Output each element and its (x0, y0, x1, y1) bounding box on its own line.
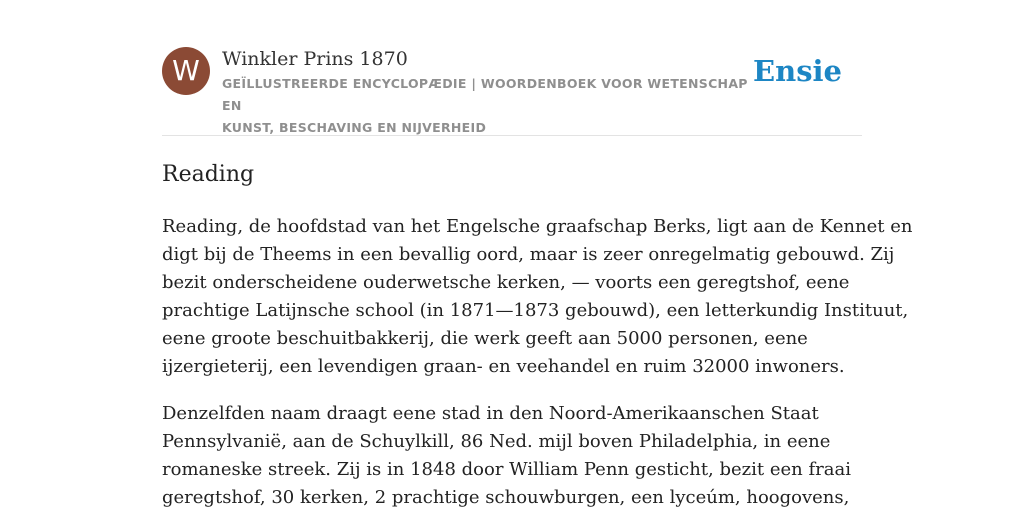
article-paragraph-1 (162, 213, 913, 381)
source-title[interactable]: Winkler Prins 1870 (222, 48, 408, 70)
paragraph-line: geregtshof, 30 kerken, 2 prachtige schouwburgen, een lyceúm, hoogovens, (162, 487, 850, 508)
paragraph-line: Pennsylvanië, aan de Schuylkill, 86 Ned. mijl boven Philadelphia, in eene (162, 431, 831, 452)
source-subtitle-line: KUNST, BESCHAVING EN NIJVERHEID (222, 120, 487, 135)
source-subtitle-line: GEÏLLUSTREERDE ENCYCLOPÆDIE | WOORDENBOEK VOOR WETENSCHAP EN (222, 76, 748, 113)
paragraph-line: Denzelfden naam draagt eene stad in den Noord-Amerikaanschen Staat (162, 403, 819, 424)
paragraph-line: bezit onderscheidene ouderwetsche kerken, — voorts een geregtshof, eene (162, 272, 850, 293)
article-title: Reading (162, 162, 255, 187)
paragraph-line: prachtige Latijnsche school (in 1871—1873 gebouwd), een letterkundig Instituut, (162, 300, 909, 321)
ensie-logo-link[interactable]: Ensie (753, 54, 842, 88)
paragraph-line: romaneske streek. Zij is in 1848 door William Penn gesticht, bezit een fraai (162, 459, 851, 480)
source-header (162, 47, 862, 136)
paragraph-line: ijzergieterij, een levendigen graan- en veehandel en ruim 32000 inwoners. (162, 356, 845, 377)
source-subtitle (222, 73, 752, 139)
paragraph-line: eene groote beschuitbakkerij, die werk geeft aan 5000 personen, eene (162, 328, 808, 349)
paragraph-line: digt bij de Theems in een bevallig oord, maar is zeer onregelmatig gebouwd. Zij (162, 244, 895, 265)
article-paragraph-2 (162, 400, 862, 512)
content-container (162, 47, 913, 512)
paragraph-line: Reading, de hoofdstad van het Engelsche graafschap Berks, ligt aan de Kennet en (162, 216, 913, 237)
avatar[interactable]: W (162, 47, 210, 95)
